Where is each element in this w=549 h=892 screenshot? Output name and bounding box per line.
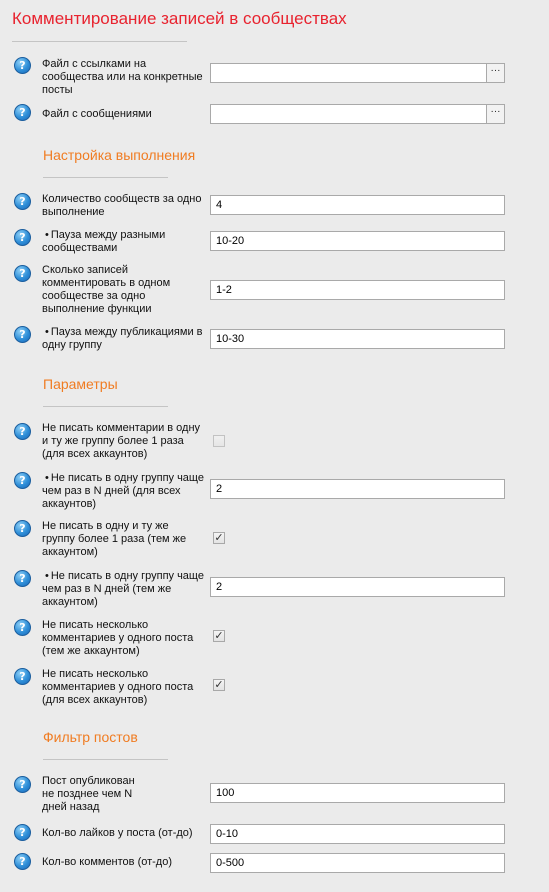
messages-file-field bbox=[210, 104, 505, 124]
no-group-n-days-all-text: Не писать в одну группу чаще чем раз в N дней (для всех аккаунтов) bbox=[42, 472, 204, 510]
links-file-field bbox=[210, 63, 505, 83]
no-multi-same-checkbox[interactable]: ✓ bbox=[214, 629, 224, 642]
help-icon[interactable]: ? bbox=[14, 326, 31, 343]
params-section-title: Параметры bbox=[43, 376, 118, 392]
help-icon[interactable]: ? bbox=[14, 570, 31, 587]
help-icon[interactable]: ? bbox=[14, 619, 31, 636]
max-age-label-line1: Пост опубликован не позднее чем N bbox=[42, 775, 135, 800]
communities-count-label: Количество сообществ за одно выполнение bbox=[42, 193, 202, 218]
no-group-repeat-same-label: Не писать в одну и ту же группу более 1 раза (тем же аккаунтом) bbox=[42, 520, 187, 558]
execution-section-title: Настройка выполнения bbox=[43, 147, 196, 163]
posts-per-community-label: Сколько записей комментировать в одном сообществе за одно выполнение функции bbox=[42, 264, 171, 315]
communities-count-input[interactable] bbox=[210, 195, 505, 215]
no-group-repeat-all-label: Не писать комментарии в одну и ту же группу более 1 раза (для всех аккаунтов) bbox=[42, 422, 201, 460]
messages-file-label: Файл с сообщениями bbox=[42, 108, 152, 120]
no-group-n-days-all-input[interactable] bbox=[210, 479, 505, 499]
help-icon[interactable]: ? bbox=[14, 668, 31, 685]
help-icon[interactable]: ? bbox=[14, 104, 31, 121]
help-icon[interactable]: ? bbox=[14, 776, 31, 793]
no-group-n-days-same-text: Не писать в одну группу чаще чем раз в N дней (тем же аккаунтом) bbox=[42, 570, 204, 608]
help-icon[interactable]: ? bbox=[14, 520, 31, 537]
page-title: Комментирование записей в сообществах bbox=[12, 9, 347, 28]
help-icon[interactable]: ? bbox=[14, 57, 31, 74]
help-icon[interactable]: ? bbox=[14, 193, 31, 210]
pause-communities-text: Пауза между разными сообществами bbox=[42, 229, 166, 254]
pause-posts-text: Пауза между публикациями в одну группу bbox=[42, 326, 203, 351]
pause-communities-input[interactable] bbox=[210, 231, 505, 251]
pause-communities-label: • Пауза между разными сообществами bbox=[42, 229, 166, 254]
max-age-input[interactable] bbox=[210, 783, 505, 803]
no-group-repeat-same-checkbox[interactable]: ✓ bbox=[214, 531, 224, 544]
posts-per-community-input[interactable] bbox=[210, 280, 505, 300]
links-file-browse-button[interactable]: ··· bbox=[486, 64, 504, 82]
title-divider bbox=[12, 41, 187, 42]
likes-range-label: Кол-во лайков у поста (от-до) bbox=[42, 827, 193, 839]
help-icon[interactable]: ? bbox=[14, 824, 31, 841]
no-multi-all-label: Не писать несколько комментариев у одного поста (для всех аккаунтов) bbox=[42, 668, 194, 706]
likes-range-input[interactable] bbox=[210, 824, 505, 844]
help-icon[interactable]: ? bbox=[14, 265, 31, 282]
comments-range-input[interactable] bbox=[210, 853, 505, 873]
links-file-input[interactable] bbox=[211, 64, 487, 82]
help-icon[interactable]: ? bbox=[14, 423, 31, 440]
messages-file-browse-button[interactable]: ··· bbox=[486, 105, 504, 123]
messages-file-input[interactable] bbox=[211, 105, 487, 123]
help-icon[interactable]: ? bbox=[14, 853, 31, 870]
max-age-label bbox=[42, 775, 204, 814]
execution-divider bbox=[43, 177, 168, 178]
no-group-n-days-same-label: • Не писать в одну группу чаще чем раз в N дней (тем же аккаунтом) bbox=[42, 570, 204, 608]
help-icon[interactable]: ? bbox=[14, 472, 31, 489]
params-divider bbox=[43, 406, 168, 407]
help-icon[interactable]: ? bbox=[14, 229, 31, 246]
max-age-label-line2: дней назад bbox=[42, 801, 100, 813]
filter-divider bbox=[43, 759, 168, 760]
no-group-repeat-all-checkbox[interactable] bbox=[213, 435, 225, 447]
links-file-label: Файл с ссылками на сообщества или на конкретные посты bbox=[42, 58, 203, 96]
pause-posts-input[interactable] bbox=[210, 329, 505, 349]
filter-section-title: Фильтр постов bbox=[43, 729, 138, 745]
no-group-n-days-same-input[interactable] bbox=[210, 577, 505, 597]
no-multi-all-checkbox[interactable]: ✓ bbox=[214, 678, 224, 691]
no-group-n-days-all-label: • Не писать в одну группу чаще чем раз в N дней (для всех аккаунтов) bbox=[42, 472, 204, 510]
comments-range-label: Кол-во комментов (от-до) bbox=[42, 856, 173, 868]
no-multi-same-label: Не писать несколько комментариев у одного поста (тем же аккаунтом) bbox=[42, 619, 194, 657]
pause-posts-label: • Пауза между публикациями в одну группу bbox=[42, 326, 203, 351]
